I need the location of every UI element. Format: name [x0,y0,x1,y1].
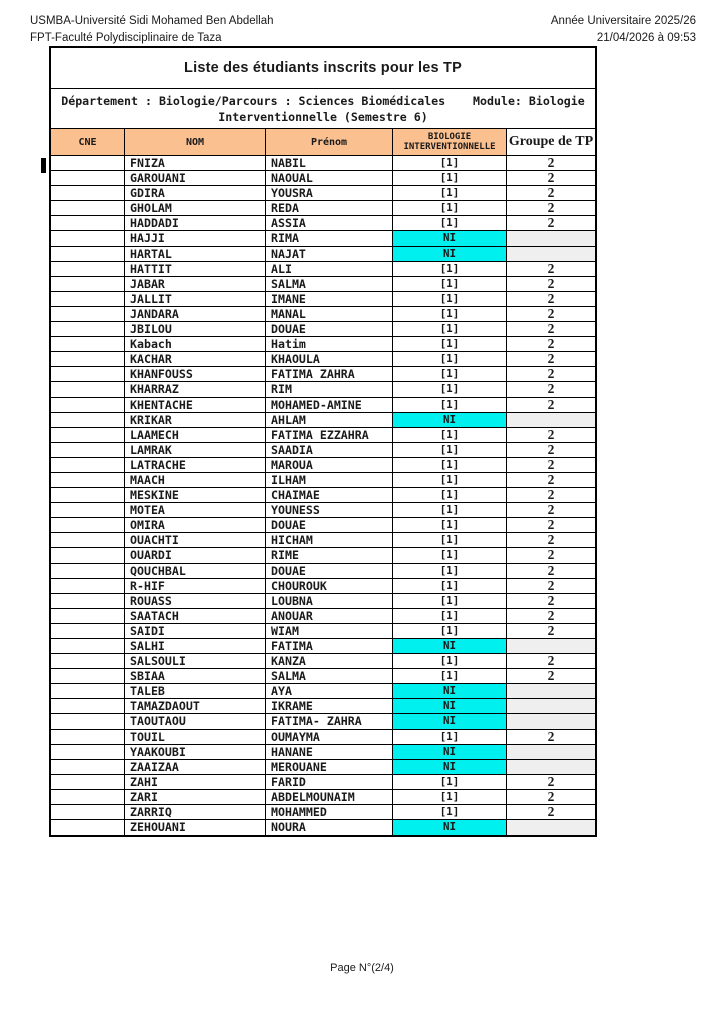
table-row [51,171,595,186]
prenom-cell: CHOUROUK [266,579,393,593]
prenom-cell: MEROUANE [266,760,393,774]
table-row [51,398,595,413]
groupe-cell: 2 [547,608,555,623]
cne-cell [51,503,125,517]
department-module-box [51,89,595,129]
table-row [51,654,595,669]
cne-cell [51,564,125,578]
table-row [51,579,595,594]
prenom-cell: KANZA [266,654,393,668]
academic-year: Année Universitaire 2025/26 [550,15,696,27]
groupe-cell: 2 [547,503,555,518]
prenom-cell: FATIMA EZZAHRA [266,428,393,442]
nom-cell: GHOLAM [125,201,266,215]
cne-cell [51,382,125,396]
nom-cell: SALHI [125,639,266,653]
prenom-cell: FARID [266,775,393,789]
module-status-cell: [1] [393,277,507,291]
module-status-cell: [1] [393,443,507,457]
nom-cell: MAACH [125,473,266,487]
prenom-cell: KHAOULA [266,352,393,366]
module-status-cell: NI [393,247,507,261]
groupe-cell [507,760,595,774]
prenom-cell: SALMA [266,277,393,291]
nom-cell: ZEHOUANI [125,820,266,835]
column-header-nom: NOM [125,129,266,155]
groupe-cell: 2 [547,774,555,789]
prenom-cell: NAOUAL [266,171,393,185]
nom-cell: HAJJI [125,231,266,245]
nom-cell: ZAHI [125,775,266,789]
module-status-cell: NI [393,820,507,835]
nom-cell: JABAR [125,277,266,291]
prenom-cell: NABIL [266,156,393,170]
university-header [30,13,274,47]
cne-cell [51,156,125,170]
nom-cell: KHARRAZ [125,382,266,396]
groupe-cell [507,413,595,427]
cne-cell [51,352,125,366]
table-row [51,639,595,654]
cne-cell [51,428,125,442]
cne-cell [51,579,125,593]
module-status-cell: [1] [393,533,507,547]
groupe-cell: 2 [547,789,555,804]
groupe-cell: 2 [547,367,555,382]
prenom-cell: CHAIMAE [266,488,393,502]
groupe-cell: 2 [547,457,555,472]
prenom-cell: MOHAMMED [266,805,393,819]
groupe-cell: 2 [547,593,555,608]
table-row [51,382,595,397]
cne-cell [51,443,125,457]
nom-cell: KRIKAR [125,413,266,427]
module-status-cell: [1] [393,201,507,215]
cne-cell [51,548,125,562]
groupe-cell: 2 [547,397,555,412]
module-status-cell: [1] [393,216,507,230]
table-row [51,624,595,639]
prenom-cell: ABDELMOUNAIM [266,790,393,804]
cne-cell [51,231,125,245]
module-status-cell: [1] [393,398,507,412]
module-status-cell: [1] [393,262,507,276]
groupe-cell: 2 [547,306,555,321]
table-row [51,231,595,246]
table-row [51,594,595,609]
module-status-cell: [1] [393,609,507,623]
prenom-cell: ANOUAR [266,609,393,623]
prenom-cell: AHLAM [266,413,393,427]
table-row [51,458,595,473]
nom-cell: ZARRIQ [125,805,266,819]
table-row [51,322,595,337]
column-header-groupe: Groupe de TP [507,129,595,155]
prenom-cell: NOURA [266,820,393,835]
cne-cell [51,307,125,321]
prenom-cell: RIMA [266,231,393,245]
nom-cell: JALLIT [125,292,266,306]
nom-cell: QOUCHBAL [125,564,266,578]
groupe-cell [507,639,595,653]
groupe-cell: 2 [547,518,555,533]
module-status-cell: [1] [393,337,507,351]
cne-cell [51,684,125,698]
nom-cell: LAAMECH [125,428,266,442]
table-row [51,760,595,775]
nom-cell: SALSOULI [125,654,266,668]
table-row [51,428,595,443]
nom-cell: ROUASS [125,594,266,608]
column-header-cne: CNE [51,129,125,155]
table-row [51,413,595,428]
prenom-cell: Hatim [266,337,393,351]
groupe-cell: 2 [547,156,555,170]
module-status-cell: [1] [393,518,507,532]
cne-cell [51,805,125,819]
groupe-cell [507,684,595,698]
nom-cell: HATTIT [125,262,266,276]
table-row [51,775,595,790]
cne-cell [51,533,125,547]
module-status-cell: [1] [393,624,507,638]
prenom-cell: FATIMA ZAHRA [266,367,393,381]
cne-cell [51,292,125,306]
table-row [51,247,595,262]
page-number: Page N°(2/4) [330,962,394,974]
table-row [51,352,595,367]
cne-cell [51,594,125,608]
groupe-cell: 2 [547,427,555,442]
cne-cell [51,609,125,623]
module-status-cell: [1] [393,171,507,185]
cne-cell [51,669,125,683]
table-row [51,790,595,805]
prenom-cell: HICHAM [266,533,393,547]
prenom-cell: YOUSRA [266,186,393,200]
cne-cell [51,639,125,653]
prenom-cell: FATIMA [266,639,393,653]
department-line: Département : Biologie/Parcours : Sciences Biomédicales Module: Biologie [61,94,585,108]
cne-cell [51,654,125,668]
table-row [51,805,595,820]
prenom-cell: FATIMA- ZAHRA [266,714,393,728]
table-row [51,262,595,277]
table-row [51,548,595,563]
nom-cell: LATRACHE [125,458,266,472]
table-row [51,730,595,745]
module-status-cell: [1] [393,458,507,472]
table-row [51,745,595,760]
print-datetime: 21/04/2026 à 09:53 [596,32,696,44]
module-status-cell: [1] [393,564,507,578]
groupe-cell: 2 [547,276,555,291]
prenom-cell: DOUAE [266,564,393,578]
cne-cell [51,775,125,789]
module-status-cell: [1] [393,730,507,744]
cne-cell [51,262,125,276]
nom-cell: JANDARA [125,307,266,321]
table-row [51,201,595,216]
prenom-cell: WIAM [266,624,393,638]
cne-cell [51,473,125,487]
groupe-cell: 2 [547,805,555,820]
groupe-cell [507,231,595,245]
nom-cell: SBIAA [125,669,266,683]
groupe-cell: 2 [547,623,555,638]
nom-cell: FNIZA [125,156,266,170]
module-line: Interventionnelle (Semestre 6) [218,110,428,124]
cne-cell [51,201,125,215]
cne-cell [51,820,125,835]
table-row [51,307,595,322]
nom-cell: TAMAZDAOUT [125,699,266,713]
prenom-cell: ALI [266,262,393,276]
groupe-cell: 2 [547,337,555,352]
date-header [551,13,696,47]
table-title-box [51,48,595,89]
nom-cell: OUACHTI [125,533,266,547]
cne-cell [51,398,125,412]
module-status-cell: [1] [393,428,507,442]
nom-cell: KACHAR [125,352,266,366]
page-title: Liste des étudiants inscrits pour les TP [184,60,462,76]
cne-cell [51,171,125,185]
groupe-cell [507,820,595,835]
university-name: USMBA-Université Sidi Mohamed Ben Abdellah [30,15,274,27]
prenom-cell: REDA [266,201,393,215]
nom-cell: ZAAIZAA [125,760,266,774]
cne-cell [51,624,125,638]
cne-cell [51,790,125,804]
prenom-cell: LOUBNA [266,594,393,608]
cne-cell [51,277,125,291]
nom-cell: OMIRA [125,518,266,532]
groupe-cell: 2 [547,216,555,231]
cne-cell [51,216,125,230]
table-row [51,518,595,533]
table-row [51,156,595,171]
groupe-cell: 2 [547,669,555,684]
student-rows [51,156,595,835]
nom-cell: TALEB [125,684,266,698]
module-status-cell: [1] [393,790,507,804]
cne-cell [51,745,125,759]
nom-cell: TAOUTAOU [125,714,266,728]
cne-cell [51,367,125,381]
table-row [51,216,595,231]
prenom-cell: ILHAM [266,473,393,487]
cne-cell [51,458,125,472]
module-status-cell: [1] [393,352,507,366]
cne-cell [51,247,125,261]
groupe-cell [507,247,595,261]
nom-cell: GAROUANI [125,171,266,185]
module-status-cell: NI [393,684,507,698]
groupe-cell [507,699,595,713]
prenom-cell: MAROUA [266,458,393,472]
nom-cell: R-HIF [125,579,266,593]
module-status-cell: NI [393,699,507,713]
students-table [49,46,597,837]
module-status-cell: [1] [393,367,507,381]
groupe-cell: 2 [547,472,555,487]
prenom-cell: IKRAME [266,699,393,713]
groupe-cell: 2 [547,171,555,186]
module-status-cell: [1] [393,156,507,170]
nom-cell: ZARI [125,790,266,804]
groupe-cell [507,714,595,728]
nom-cell: JBILOU [125,322,266,336]
groupe-cell: 2 [547,261,555,276]
nom-cell: MESKINE [125,488,266,502]
prenom-cell: SAADIA [266,443,393,457]
cne-cell [51,186,125,200]
module-status-cell: [1] [393,775,507,789]
nom-cell: YAAKOUBI [125,745,266,759]
module-status-cell: [1] [393,488,507,502]
nom-cell: LAMRAK [125,443,266,457]
module-status-cell: NI [393,760,507,774]
groupe-cell: 2 [547,578,555,593]
nom-cell: KHENTACHE [125,398,266,412]
groupe-cell: 2 [547,186,555,201]
nom-cell: MOTEA [125,503,266,517]
column-header-prenom: Prénom [266,129,393,155]
cne-cell [51,322,125,336]
table-row [51,669,595,684]
module-status-cell: [1] [393,307,507,321]
prenom-cell: ASSIA [266,216,393,230]
table-row [51,699,595,714]
prenom-cell: SALMA [266,669,393,683]
prenom-cell: RIM [266,382,393,396]
table-row [51,337,595,352]
module-status-cell: NI [393,413,507,427]
module-status-cell: [1] [393,594,507,608]
table-row [51,443,595,458]
prenom-cell: HANANE [266,745,393,759]
table-row [51,292,595,307]
cne-cell [51,714,125,728]
groupe-cell: 2 [547,201,555,216]
cne-cell [51,488,125,502]
table-row [51,488,595,503]
table-row [51,820,595,835]
groupe-cell: 2 [547,548,555,563]
module-status-cell: [1] [393,548,507,562]
nom-cell: TOUIL [125,730,266,744]
faculty-name: FPT-Faculté Polydisciplinaire de Taza [30,32,222,44]
prenom-cell: AYA [266,684,393,698]
module-status-cell: [1] [393,473,507,487]
groupe-cell: 2 [547,352,555,367]
table-row [51,186,595,201]
groupe-cell: 2 [547,382,555,397]
cne-cell [51,413,125,427]
table-row [51,533,595,548]
prenom-cell: MANAL [266,307,393,321]
groupe-cell: 2 [547,533,555,548]
module-status-cell: NI [393,714,507,728]
module-status-cell: NI [393,639,507,653]
nom-cell: GDIRA [125,186,266,200]
nom-cell: SAIDI [125,624,266,638]
groupe-cell [507,745,595,759]
module-status-cell: [1] [393,292,507,306]
module-status-cell: NI [393,231,507,245]
module-header-line2: INTERVENTIONNELLE [403,142,496,152]
nom-cell: KHANFOUSS [125,367,266,381]
table-row [51,564,595,579]
module-status-cell: [1] [393,322,507,336]
module-status-cell: [1] [393,654,507,668]
nom-cell: Kabach [125,337,266,351]
groupe-cell: 2 [547,729,555,744]
module-status-cell: [1] [393,579,507,593]
groupe-cell: 2 [547,291,555,306]
prenom-cell: YOUNESS [266,503,393,517]
prenom-cell: DOUAE [266,322,393,336]
module-status-cell: [1] [393,669,507,683]
cne-cell [51,760,125,774]
prenom-cell: MOHAMED-AMINE [266,398,393,412]
table-row [51,503,595,518]
table-row [51,367,595,382]
nom-cell: HARTAL [125,247,266,261]
prenom-cell: RIME [266,548,393,562]
table-row [51,473,595,488]
prenom-cell: IMANE [266,292,393,306]
groupe-cell: 2 [547,322,555,337]
column-header-module [393,129,507,155]
groupe-cell: 2 [547,442,555,457]
nom-cell: HADDADI [125,216,266,230]
table-row [51,714,595,729]
module-status-cell: NI [393,745,507,759]
module-status-cell: [1] [393,805,507,819]
prenom-cell: OUMAYMA [266,730,393,744]
table-row [51,609,595,624]
module-status-cell: [1] [393,186,507,200]
scan-artifact-mark [41,158,46,173]
module-status-cell: [1] [393,503,507,517]
cne-cell [51,337,125,351]
nom-cell: OUARDI [125,548,266,562]
groupe-cell: 2 [547,563,555,578]
groupe-cell: 2 [547,654,555,669]
cne-cell [51,518,125,532]
prenom-cell: DOUAE [266,518,393,532]
prenom-cell: NAJAT [266,247,393,261]
table-row [51,684,595,699]
module-status-cell: [1] [393,382,507,396]
nom-cell: SAATACH [125,609,266,623]
table-row [51,277,595,292]
groupe-cell: 2 [547,488,555,503]
module-header-line1: BIOLOGIE [427,131,472,142]
cne-cell [51,730,125,744]
table-header-row [51,129,595,156]
cne-cell [51,699,125,713]
